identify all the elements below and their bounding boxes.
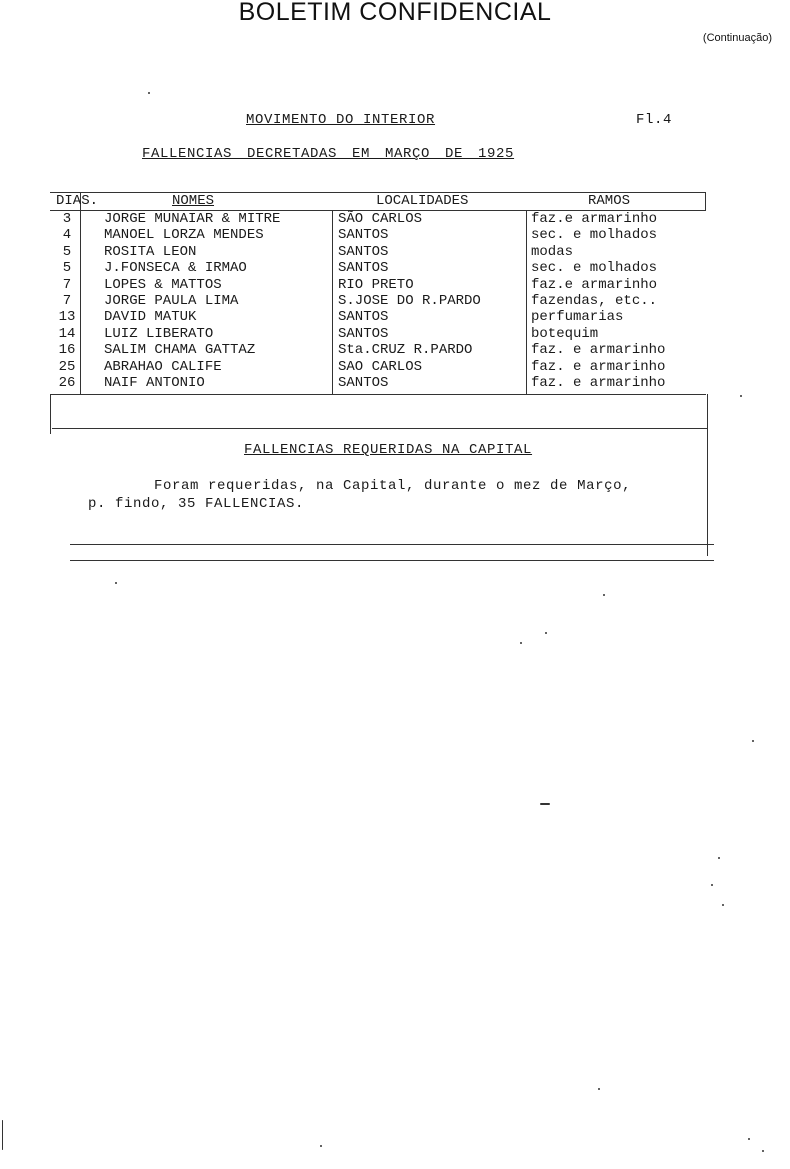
scan-speck xyxy=(598,1088,600,1090)
capital-section-rule xyxy=(52,428,708,429)
cell-dia: 7 xyxy=(62,276,72,293)
scan-speck xyxy=(740,395,742,397)
cell-dia: 14 xyxy=(58,325,76,342)
folio-number: Fl.4 xyxy=(636,112,673,128)
table-row xyxy=(0,359,790,375)
table-row xyxy=(0,227,790,243)
cell-dia: 16 xyxy=(58,342,76,359)
cell-nome: ROSITA LEON xyxy=(104,243,197,260)
cell-nome: JORGE PAULA LIMA xyxy=(104,292,239,309)
frame-left-line xyxy=(50,394,51,434)
section-subtitle: FALLENCIAS DECRETADAS EM MARÇO DE 1925 xyxy=(142,146,515,162)
frame-right-line xyxy=(707,394,708,556)
cell-localidade: Sta.CRUZ R.PARDO xyxy=(338,342,473,359)
scan-speck xyxy=(2,1120,3,1150)
scan-speck xyxy=(752,740,754,742)
continuation-note: (Continuação) xyxy=(702,32,772,44)
cell-nome: J.FONSECA & IRMAO xyxy=(104,260,247,277)
cell-dia: 3 xyxy=(62,211,72,227)
cell-ramo: faz. e armarinho xyxy=(531,358,666,375)
cell-ramo: botequim xyxy=(531,325,599,342)
scan-speck xyxy=(520,642,522,644)
scan-speck xyxy=(115,582,117,584)
scan-speck xyxy=(762,1150,764,1152)
cell-nome: MANOEL LORZA MENDES xyxy=(104,227,264,244)
cell-ramo: sec. e molhados xyxy=(531,227,658,244)
cell-localidade: SANTOS xyxy=(338,309,389,326)
column-header-localidades: LOCALIDADES xyxy=(376,193,469,209)
cell-dia: 4 xyxy=(62,227,72,244)
cell-nome: ABRAHAO CALIFE xyxy=(104,358,222,375)
cell-ramo: faz.e armarinho xyxy=(531,276,658,293)
column-header-ramos: RAMOS xyxy=(588,193,631,209)
scan-speck xyxy=(148,92,150,94)
scan-speck xyxy=(722,904,724,906)
cell-nome: LOPES & MATTOS xyxy=(104,276,222,293)
scan-speck xyxy=(320,1145,322,1147)
cell-dia: 7 xyxy=(62,292,72,309)
table-row xyxy=(0,309,790,325)
column-header-nomes: NOMES xyxy=(172,193,215,209)
closing-rule xyxy=(70,560,714,561)
closing-rule xyxy=(70,544,714,545)
table-rule-bottom xyxy=(50,394,706,395)
cell-dia: 13 xyxy=(58,309,76,326)
capital-text-line: p. findo, 35 FALLENCIAS. xyxy=(88,496,305,512)
capital-section-title: FALLENCIAS REQUERIDAS NA CAPITAL xyxy=(244,442,533,458)
scan-speck xyxy=(545,632,547,634)
cell-ramo: fazendas, etc.. xyxy=(531,292,658,309)
cell-localidade: SÃO CARLOS xyxy=(338,211,423,227)
cell-dia: 26 xyxy=(58,374,76,391)
cell-localidade: RIO PRETO xyxy=(338,276,414,293)
cell-ramo: faz. e armarinho xyxy=(531,342,666,359)
capital-text-line: Foram requeridas, na Capital, durante o mez de Março, xyxy=(154,478,632,494)
table-row xyxy=(0,244,790,260)
cell-localidade: SAO CARLOS xyxy=(338,358,423,375)
scan-speck xyxy=(540,803,550,805)
cell-ramo: modas xyxy=(531,243,574,260)
scan-speck xyxy=(718,857,720,859)
cell-ramo: perfumarias xyxy=(531,309,624,326)
scan-speck xyxy=(603,594,605,596)
column-header-dias: DIAS. xyxy=(56,193,99,209)
page-header-title: BOLETIM CONFIDENCIAL xyxy=(238,0,552,26)
cell-nome: NAIF ANTONIO xyxy=(104,374,205,391)
cell-localidade: SANTOS xyxy=(338,260,389,277)
cell-localidade: SANTOS xyxy=(338,325,389,342)
scan-speck xyxy=(748,1138,750,1140)
table-body xyxy=(0,211,790,391)
scan-speck xyxy=(711,884,713,886)
cell-localidade: SANTOS xyxy=(338,243,389,260)
cell-nome: SALIM CHAMA GATTAZ xyxy=(104,342,256,359)
cell-nome: JORGE MUNAIAR & MITRE xyxy=(104,211,281,227)
table-row xyxy=(0,293,790,309)
table-row xyxy=(0,375,790,391)
table-row xyxy=(0,260,790,276)
cell-ramo: sec. e molhados xyxy=(531,260,658,277)
cell-dia: 5 xyxy=(62,260,72,277)
table-divider xyxy=(705,192,706,210)
cell-localidade: SANTOS xyxy=(338,227,389,244)
cell-dia: 25 xyxy=(58,358,76,375)
cell-ramo: faz.e armarinho xyxy=(531,211,658,227)
cell-nome: DAVID MATUK xyxy=(104,309,197,326)
table-row xyxy=(0,342,790,358)
table-row xyxy=(0,277,790,293)
table-row xyxy=(0,211,790,227)
cell-ramo: faz. e armarinho xyxy=(531,374,666,391)
table-row xyxy=(0,326,790,342)
cell-dia: 5 xyxy=(62,243,72,260)
cell-localidade: S.JOSE DO R.PARDO xyxy=(338,292,481,309)
cell-nome: LUIZ LIBERATO xyxy=(104,325,214,342)
section-title: MOVIMENTO DO INTERIOR xyxy=(246,112,436,128)
cell-localidade: SANTOS xyxy=(338,374,389,391)
